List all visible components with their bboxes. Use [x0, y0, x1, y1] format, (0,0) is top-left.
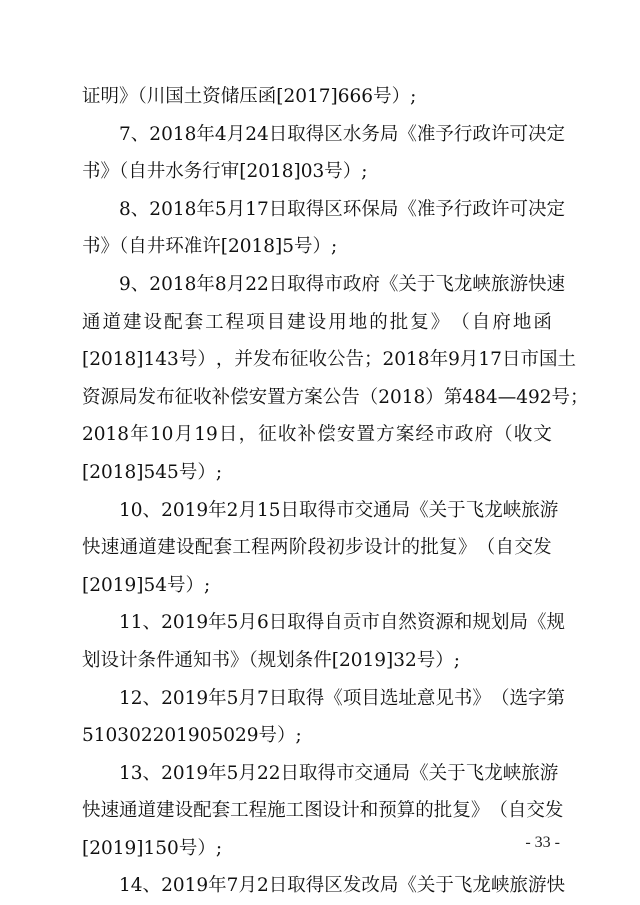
text-line: 7 、 2018 年 4 月 24 日 取 得 区 水 务 局 《 准 予 行 政 许 可 决 定 — [119, 123, 565, 145]
page-number: - 33 - — [525, 834, 560, 851]
text-line: 划设计条件通知书》（规划条件[2019]32号）; — [82, 649, 461, 671]
text-line: [2018]143 号 ） ， 并 发 布 征 收 公 告 ； 2018 年 9 月 17 日 市 国 土 — [82, 349, 577, 371]
body-text — [82, 78, 589, 905]
text-line: 9 、 2018 年 8 月 22 日 取 得 市 政 府 《 关 于 飞 龙 峡 旅 游 快 速 — [119, 273, 565, 295]
text-line: 10 、 2019 年 2 月 15 日 取 得 市 交 通 局 《 关 于 飞 龙 峡 旅 游 — [119, 499, 559, 521]
text-line: 11 、 2019 年 5 月 6 日 取 得 自 贡 市 自 然 资 源 和 规 划 局 《 规 — [119, 612, 565, 634]
text-line: 13 、 2019 年 5 月 22 日 取 得 市 交 通 局 《 关 于 飞 龙 峡 旅 游 — [119, 762, 559, 784]
text-line: [2018]545号）; — [82, 461, 223, 483]
text-line: 证明》（川国土资储压函[2017]666号）; — [82, 86, 417, 107]
text-line: 通 道 建 设 配 套 工 程 项 目 建 设 用 地 的 批 复 》 （ 自 府 地 函 — [82, 311, 552, 333]
text-line: [2019]54号）; — [82, 574, 211, 596]
text-line: 快 速 通 道 建 设 配 套 工 程 两 阶 段 初 步 设 计 的 批 复 》 （ 自 交 发 — [82, 537, 552, 559]
text-line: 书》（自井水务行审[2018]03号）; — [82, 161, 368, 183]
text-line: 2018 年 10 月 19 日 ， 征 收 补 偿 安 置 方 案 经 市 政 府 （ 收 文 — [82, 424, 552, 446]
text-line: 快 速 通 道 建 设 配 套 工 程 施 工 图 设 计 和 预 算 的 批 复 》 （ 自 交 发 — [82, 800, 564, 822]
text-line: 8 、 2018 年 5 月 17 日 取 得 区 环 保 局 《 准 予 行 政 许 可 决 定 — [119, 198, 565, 220]
text-line: 资 源 局 发 布 征 收 补 偿 安 置 方 案 公 告 （ 2018 ） 第 484 — 492 号 ； — [82, 386, 589, 408]
text-line: [2019]150号）; — [82, 837, 223, 859]
text-line: 14 、 2019 年 7 月 2 日 取 得 区 发 改 局 《 关 于 飞 龙 峡 旅 游 快 — [119, 875, 565, 897]
text-line: 12 、 2019 年 5 月 7 日 取 得 《 项 目 选 址 意 见 书 》 （ 选 字 第 — [119, 687, 565, 709]
text-line: 书》（自井环准许[2018]5号）; — [82, 236, 338, 258]
text-line: 510302201905029号）; — [82, 725, 302, 747]
